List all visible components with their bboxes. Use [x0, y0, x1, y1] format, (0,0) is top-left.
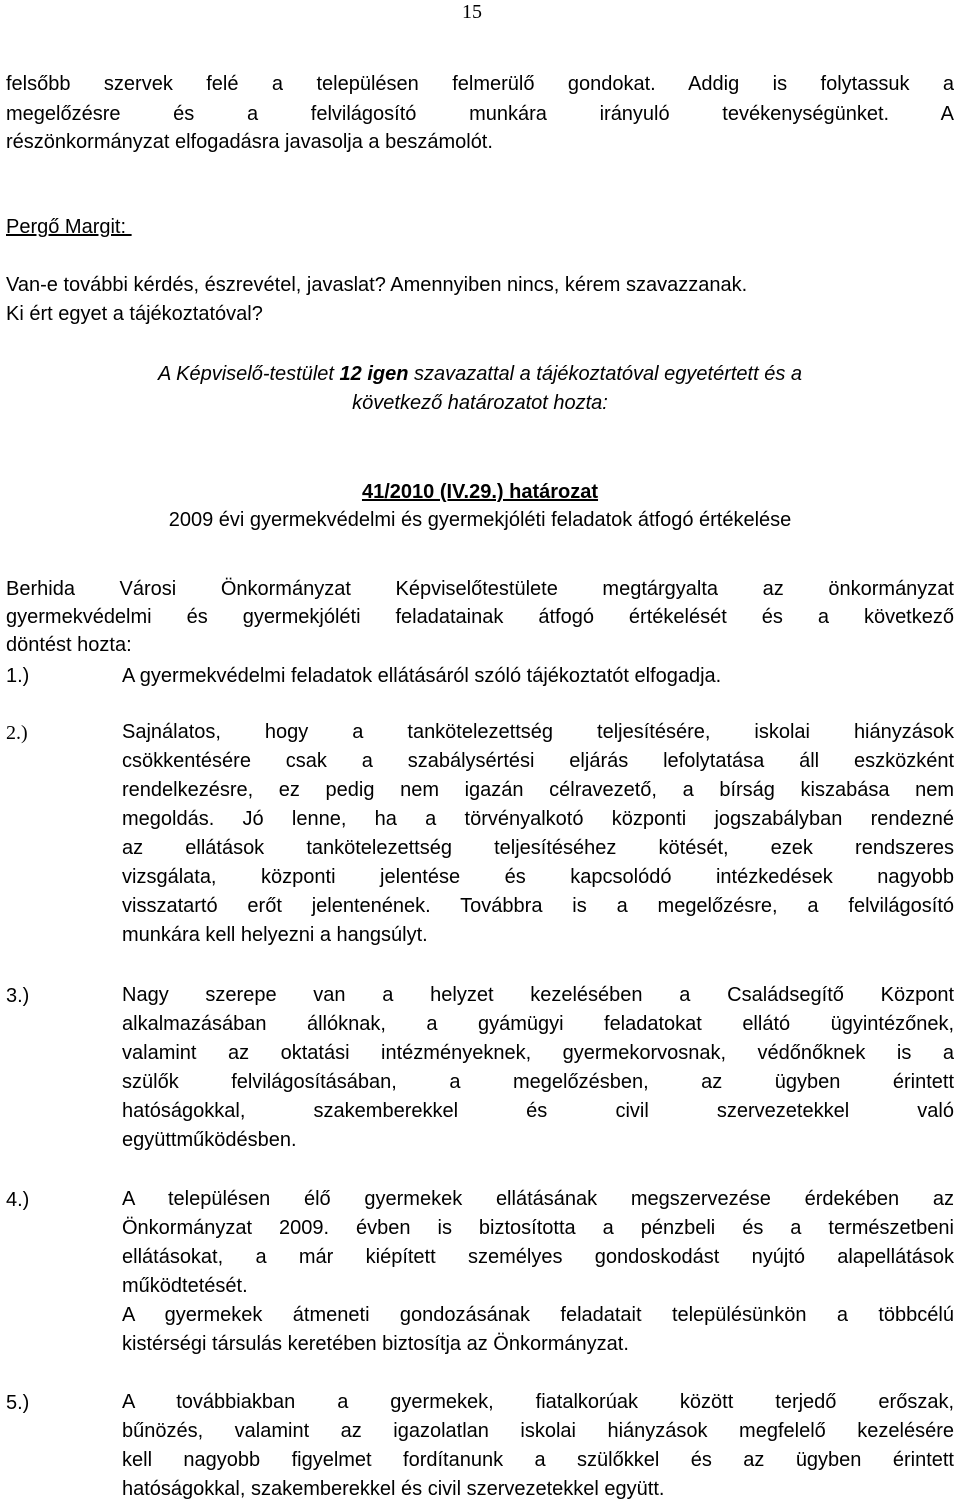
item-line: A gyermekvédelmi feladatok ellátásáról szóló tájékoztatót elfogadja. [122, 665, 722, 687]
item-number-3: 3.) [6, 985, 30, 1007]
item-number-4: 4.) [6, 1189, 30, 1211]
speaker-name: Pergő Margit: [6, 216, 132, 238]
page-number: 15 [462, 1, 482, 23]
item-line: működtetését. [122, 1275, 248, 1297]
item-line: csökkentésére csak a szabálysértési eljárás lefolytatása áll eszközként [122, 750, 954, 772]
item-line: A településen élő gyermekek ellátásának megszervezése érdekében az [122, 1188, 954, 1210]
intro-line-2: megelőzésre és a felvilágosító munkára irányuló tevékenységünket. A [6, 103, 954, 125]
item-line: Sajnálatos, hogy a tankötelezettség teljesítésére, iskolai hiányzások [122, 721, 954, 743]
item-line: Nagy szerepe van a helyzet kezelésében a Családsegítő Központ [122, 984, 954, 1006]
item-line: az ellátások tankötelezettség teljesítéséhez kötését, ezek rendszeres [122, 837, 954, 859]
item-line: kell nagyobb figyelmet fordítanunk a szülőkkel és az ügyben érintett [122, 1449, 954, 1471]
item-line: munkára kell helyezni a hangsúlyt. [122, 924, 428, 946]
item-line: kistérségi társulás keretében biztosítja az Önkormányzat. [122, 1333, 629, 1355]
item-line: valamint az oktatási intézményeknek, gyermekorvosnak, védőnőknek is a [122, 1042, 954, 1064]
item-3 [122, 981, 954, 1155]
vote-line-2: következő határozatot hozta: [352, 392, 608, 414]
item-line: ellátásokat, a már kiépített személyes gondoskodást nyújtó alapellátások [122, 1246, 954, 1268]
item-line: A gyermekek átmeneti gondozásának feladatait településünkön a többcélú [122, 1304, 954, 1326]
item-line: szülők felvilágosításában, a megelőzésben, az ügyben érintett [122, 1071, 954, 1093]
item-line: visszatartó erőt jelentenének. Továbbra is a megelőzésre, a felvilágosító [122, 895, 954, 917]
item-line: bűnözés, valamint az igazolatlan iskolai hiányzások megfelelő kezelésére [122, 1420, 954, 1442]
resolution-intro-2: gyermekvédelmi és gyermekjóléti feladatainak átfogó értékelését és a következő [6, 606, 954, 628]
resolution-number: 41/2010 (IV.29.) határozat [361, 481, 599, 503]
item-line: A továbbiakban a gyermekek, fiatalkorúak között terjedő erőszak, [122, 1391, 954, 1413]
resolution-subject: 2009 évi gyermekvédelmi és gyermekjóléti feladatok átfogó értékelése [168, 509, 792, 531]
item-1 [122, 662, 954, 691]
item-line: rendelkezésre, ez pedig nem igazán célravezető, a bírság kiszabása nem [122, 779, 954, 801]
item-number-5: 5.) [6, 1392, 30, 1414]
intro-line-1: felsőbb szervek felé a településen felmerülő gondokat. Addig is folytassuk a [6, 73, 954, 95]
item-number-1: 1.) [6, 665, 30, 687]
vote-line-1: A Képviselő-testület 12 igen szavazattal a tájékoztatóval egyetértett és a [157, 363, 803, 385]
resolution-intro-3: döntést hozta: [6, 634, 132, 656]
item-line: hatóságokkal, szakemberekkel és civil szervezetekkel együtt. [122, 1478, 665, 1500]
item-line: Önkormányzat 2009. évben is biztosította a pénzbeli és a természetbeni [122, 1217, 954, 1239]
item-line: alkalmazásában állóknak, a gyámügyi feladatokat ellátó ügyintézőnek, [122, 1013, 954, 1035]
item-2 [122, 718, 954, 950]
item-line: hatóságokkal, szakemberekkel és civil szervezetekkel való [122, 1100, 954, 1122]
item-4 [122, 1185, 954, 1359]
item-5 [122, 1388, 954, 1504]
item-number-2: 2.) [6, 722, 28, 744]
resolution-intro-1: Berhida Városi Önkormányzat Képviselőtestülete megtárgyalta az önkormányzat [6, 578, 954, 600]
item-line: együttműködésben. [122, 1129, 297, 1151]
item-line: vizsgálata, központi jelentése és kapcsolódó intézkedések nagyobb [122, 866, 954, 888]
vote-count: 12 igen [339, 363, 409, 385]
intro-line-3: részönkormányzat elfogadásra javasolja a beszámolót. [6, 131, 493, 153]
item-line: megoldás. Jó lenne, ha a törvényalkotó központi jogszabályban rendezné [122, 808, 954, 830]
speaker-line-1: Van-e további kérdés, észrevétel, javaslat? Amennyiben nincs, kérem szavazzanak. [6, 274, 748, 296]
speaker-line-2: Ki ért egyet a tájékoztatóval? [6, 303, 263, 325]
